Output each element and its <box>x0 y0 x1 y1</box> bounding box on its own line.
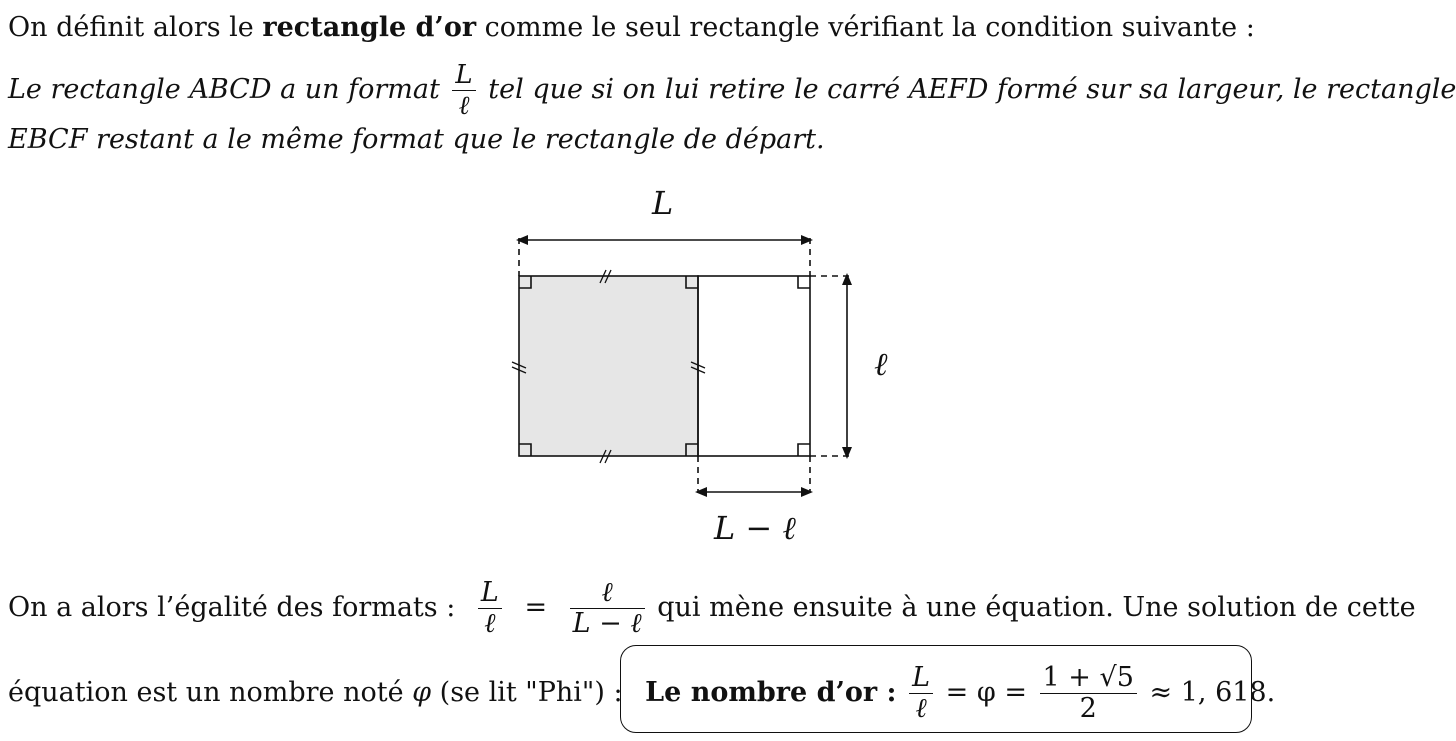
golden-g-num-root: √5 <box>1099 662 1134 693</box>
rectangle-ebcf <box>698 276 810 456</box>
def-frac-num: L <box>452 60 475 91</box>
arrowhead-L-left <box>516 235 528 245</box>
label-L-minus-l: L − ℓ <box>714 509 796 547</box>
def-part4: formé sur sa largeur, le rectangle <box>996 74 1456 105</box>
square-aefd <box>519 276 698 456</box>
arrowhead-l-bottom <box>842 447 852 459</box>
golden-g-num <box>1040 663 1137 694</box>
golden-bold-title: Le nombre d’or : <box>645 677 897 708</box>
golden-eq-phi: = φ = <box>945 677 1027 708</box>
def-aefd: AEFD <box>908 74 989 105</box>
eq-f2-num: ℓ <box>570 578 645 609</box>
def-part3: tel que si on lui retire le carré <box>488 74 901 105</box>
equality-before: On a alors l’égalité des formats : <box>8 592 456 623</box>
equality-after: qui mène ensuite à une équation. Une solution de cette <box>657 592 1416 623</box>
golden-fraction-Ll <box>909 663 933 724</box>
def-abcd: ABCD <box>189 74 272 105</box>
golden-phi: φ <box>412 677 432 708</box>
golden-before: équation est un nombre noté <box>8 677 404 708</box>
arrowhead-Ll-left <box>695 487 707 497</box>
golden-paren: (se lit "Phi") : <box>439 677 623 708</box>
def-frac-den: ℓ <box>458 91 470 121</box>
intro-bold-term: rectangle d’or <box>262 12 477 43</box>
right-angle-c <box>798 444 810 456</box>
def-part2: a un format <box>280 74 440 105</box>
arrowhead-Ll-right <box>801 487 813 497</box>
equality-fraction-1 <box>478 578 502 639</box>
equality-line <box>8 575 1416 641</box>
label-L: L <box>652 184 674 222</box>
golden-approx: ≈ 1, 618. <box>1149 677 1276 708</box>
golden-line <box>8 660 1275 726</box>
golden-g-den: 2 <box>1079 693 1097 724</box>
arrowhead-l-top <box>842 273 852 285</box>
right-angle-b <box>798 276 810 288</box>
label-l: ℓ <box>874 345 888 383</box>
def-part5: restant a le même format que le rectangle de départ. <box>96 124 825 155</box>
eq-f2-den: L − ℓ <box>572 608 642 639</box>
intro-before: On définit alors le <box>8 12 254 43</box>
def-part1: Le rectangle <box>8 74 181 105</box>
def-ebcf: EBCF <box>8 124 88 155</box>
golden-fraction-value <box>1040 663 1137 724</box>
golden-f-den: ℓ <box>915 693 927 724</box>
eq-f1-den: ℓ <box>484 608 496 639</box>
golden-g-num-a: 1 + <box>1042 662 1091 693</box>
equality-sign: = <box>524 592 548 623</box>
arrowhead-L-right <box>801 235 813 245</box>
golden-f-num: L <box>909 663 933 694</box>
eq-f1-num: L <box>478 578 502 609</box>
intro-after: comme le seul rectangle vérifiant la condition suivante : <box>484 12 1255 43</box>
equality-fraction-2 <box>570 578 645 639</box>
